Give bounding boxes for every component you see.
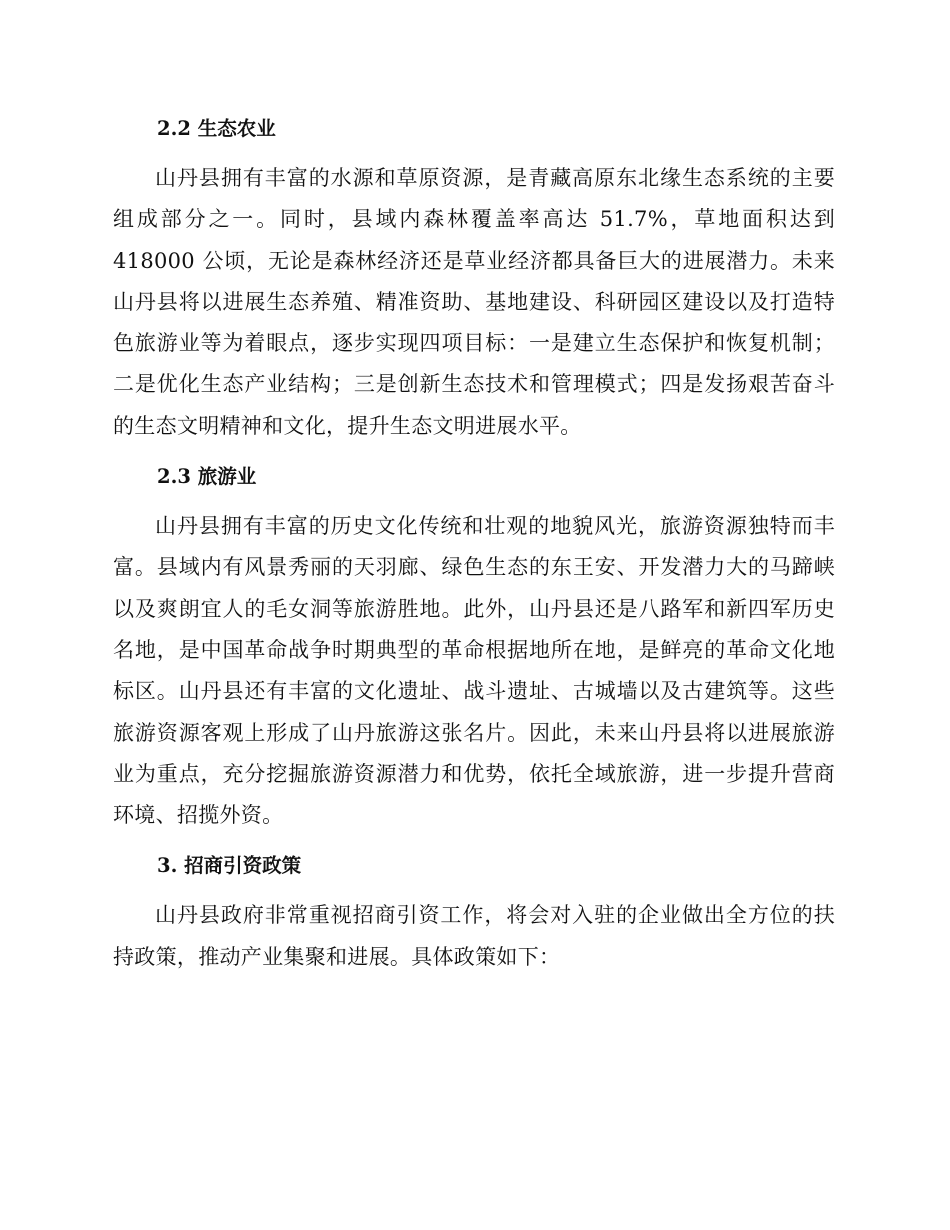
section-heading-ecological-agriculture: 2.2 生态农业 bbox=[157, 117, 276, 140]
paragraph-tourism: 山丹县拥有丰富的历史文化传统和壮观的地貌风光，旅游资源独特而丰富。县域内有风景秀丽的天羽廊、绿色生态的东王安、开发潜力大的马蹄峡以及爽朗宜人的毛女洞等旅游胜地。此外，山丹县还是八路军和新四军历史名地，是中国革命战争时期典型的革命根据地所在地，是鲜亮的革命文化地标区。山丹县还有丰富的文化遗址、战斗遗址、古城墙以及古建筑等。这些旅游资源客观上形成了山丹旅游这张名片。因此，未来山丹县将以进展旅游业为重点，充分挖掘旅游资源潜力和优势，依托全域旅游，进一步提升营商环境、招揽外资。 bbox=[113, 514, 835, 828]
section-heading-tourism: 2.3 旅游业 bbox=[157, 465, 257, 489]
paragraph-investment-policy: 山丹县政府非常重视招商引资工作，将会对入驻的企业做出全方位的扶持政策，推动产业集聚和进展。具体政策如下： bbox=[113, 903, 835, 969]
section-heading-investment-policy: 3. 招商引资政策 bbox=[157, 854, 302, 878]
paragraph-ecological-agriculture: 山丹县拥有丰富的水源和草原资源，是青藏高原东北缘生态系统的主要组成部分之一。同时，县域内森林覆盖率高达 51.7%，草地面积达到 418000 公顷，无论是森林经济还是草业经济都具备巨大的进展潜力。未来山丹县将以进展生态养殖、精准资助、基地建设、科研园区建设以及打造特色旅游业等为着眼点，逐步实现四项目标：一是建立生态保护和恢复机制；二是优化生态产业结构；三是创新生态技术和管理模式；四是发扬艰苦奋斗的生态文明精神和文化，提升生态文明进展水平。 bbox=[113, 166, 835, 438]
document-page bbox=[113, 108, 835, 978]
